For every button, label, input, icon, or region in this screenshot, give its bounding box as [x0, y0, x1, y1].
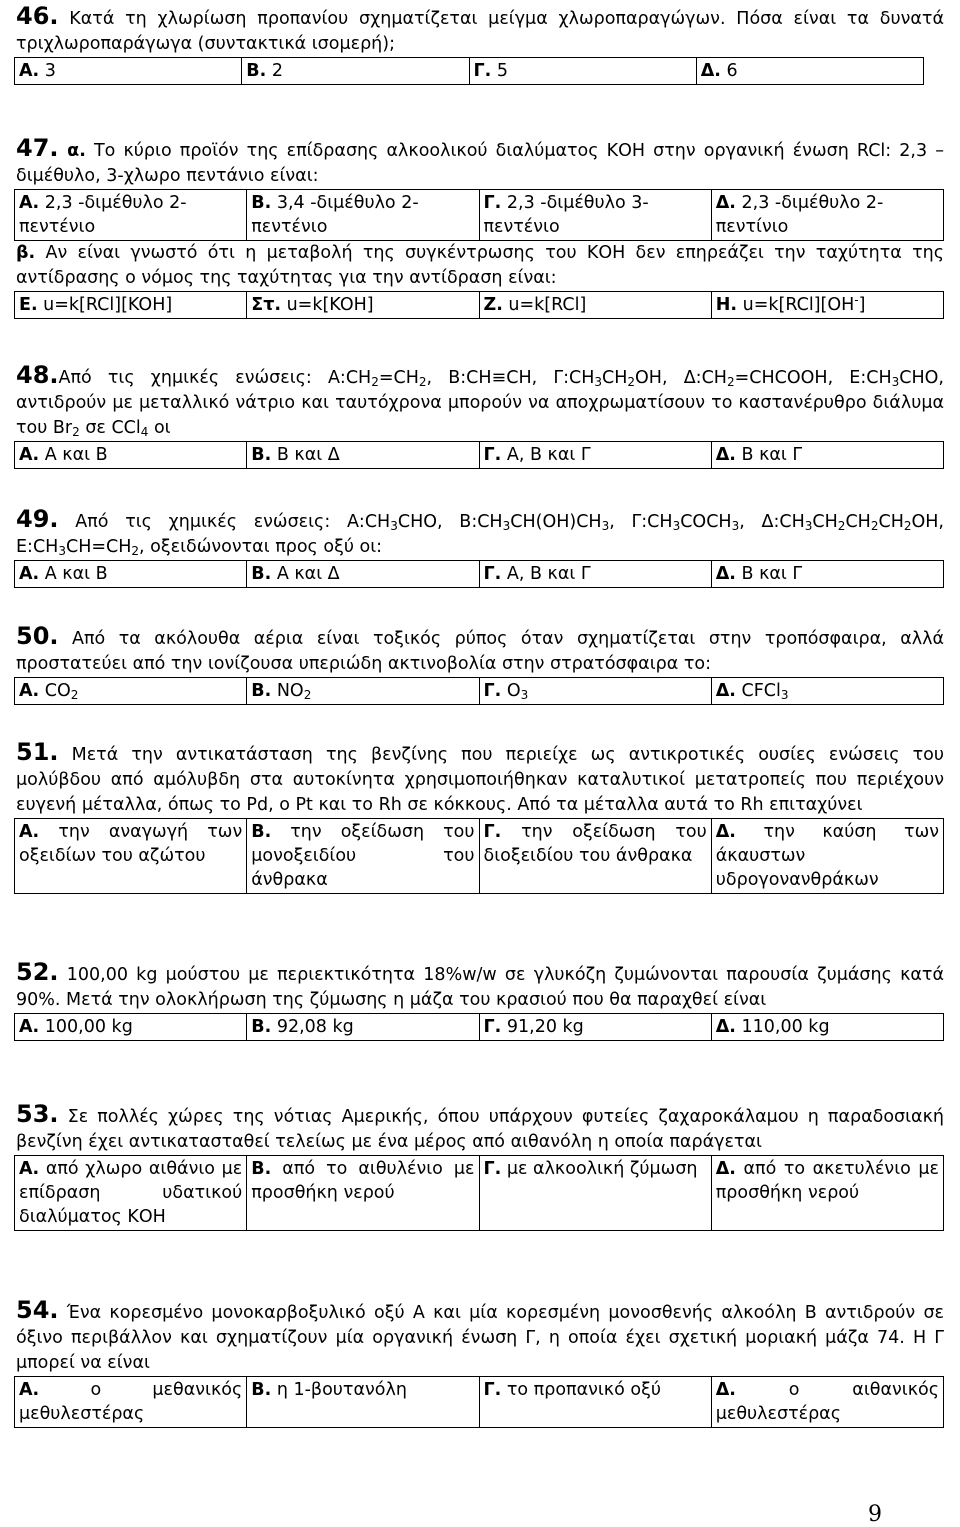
- question-50: [14, 624, 944, 705]
- question-number: 51.: [16, 738, 59, 766]
- question-46-text: [14, 4, 944, 57]
- option-key: Στ.: [251, 295, 282, 315]
- superscript: -: [854, 293, 859, 307]
- question-number: 48.: [16, 361, 59, 389]
- option-key: Γ.: [473, 61, 492, 81]
- options-table-a: [14, 189, 944, 241]
- option-z: [479, 292, 711, 319]
- option-d: [696, 58, 923, 85]
- option-a: [15, 58, 242, 85]
- option-c: [479, 819, 711, 894]
- option-key: Δ.: [715, 564, 736, 584]
- option-a: [15, 442, 247, 469]
- option-key: Β.: [251, 193, 272, 213]
- question-text: Από τα ακόλουθα αέρια είναι τοξικός ρύπος όταν σχηματίζεται στην τροπόσφαιρα, αλλά προστατεύει από την ιονίζουσα υπεριώδη ακτινοβολία στην στρατόσφαιρα το:: [16, 629, 944, 674]
- option-key: Β.: [251, 822, 272, 842]
- options-table: [14, 1013, 944, 1041]
- option-key: Α.: [19, 193, 40, 213]
- option-text: O: [501, 681, 521, 701]
- question-54: [14, 1298, 944, 1428]
- option-text: Α και Δ: [271, 564, 340, 584]
- question-text: Κατά τη χλωρίωση προπανίου σχηματίζεται μείγμα χλωροπαραγώγων. Πόσα είναι τα δυνατά τριχλωροπαράγωγα (συντακτικά ισομερή);: [16, 9, 944, 54]
- option-key: Β.: [246, 61, 267, 81]
- part-b-text: Αν είναι γνωστό ότι η μεταβολή της συγκέντρωσης του ΚΟΗ δεν επηρεάζει την ταχύτητα της αντίδρασης ο νόμος της ταχύτητας για την αντίδραση είναι:: [16, 243, 944, 288]
- option-b: [247, 561, 479, 588]
- option-c: [479, 190, 711, 241]
- option-c: [479, 1014, 711, 1041]
- option-text: 110,00 kg: [735, 1017, 830, 1037]
- option-h: [711, 292, 943, 319]
- option-key: Β.: [251, 564, 272, 584]
- option-b: [247, 1014, 479, 1041]
- question-54-text: [14, 1298, 944, 1376]
- option-key: Γ.: [483, 1159, 502, 1179]
- option-text: 2,3 -διμέθυλο 2-πεντένιο: [19, 193, 187, 237]
- option-key: Δ.: [715, 445, 736, 465]
- option-text: u=k[RCl]: [502, 295, 587, 315]
- question-text: Μετά την αντικατάσταση της βενζίνης που περιείχε ως αντικροτικές ουσίες ενώσεις του μολύβδου από αμόλυβδη στα αυτοκίνητα χρησιμοποιήθηκαν καταλυτικοί μετατροπείς που περιέχουν ευγενή μέταλλα, όπως το Pd, ο Pt και το Rh σε κόκκους. Από τα μέταλλα αυτά το Rh επιταχύνει: [16, 745, 944, 815]
- option-key: Ζ.: [483, 295, 503, 315]
- option-key: Β.: [251, 1017, 272, 1037]
- subscript: 2: [303, 688, 312, 702]
- option-text: CFCl: [735, 681, 781, 701]
- options-table: [14, 677, 944, 705]
- option-a: [15, 561, 247, 588]
- option-text: ο αιθανικός μεθυλεστέρας: [715, 1380, 939, 1424]
- option-text: u=k[RCl][KOH]: [37, 295, 173, 315]
- option-text: η 1-βουτανόλη: [271, 1380, 407, 1400]
- option-text: ο μεθανικός μεθυλεστέρας: [19, 1380, 243, 1424]
- option-d: [711, 1156, 943, 1231]
- part-a-label: α.: [58, 141, 86, 161]
- option-text: Β και Δ: [271, 445, 340, 465]
- question-number: 52.: [16, 958, 59, 986]
- option-key: Γ.: [483, 564, 502, 584]
- option-text: CO: [39, 681, 71, 701]
- option-a: [15, 819, 247, 894]
- option-c: [479, 1156, 711, 1231]
- option-text-end: ]: [858, 295, 866, 315]
- option-d: [711, 678, 943, 705]
- option-b: [247, 819, 479, 894]
- question-50-text: [14, 624, 944, 677]
- options-table: [14, 1155, 944, 1231]
- option-text: 100,00 kg: [39, 1017, 133, 1037]
- option-key: Β.: [251, 445, 272, 465]
- option-text: NO: [271, 681, 304, 701]
- question-text: 100,00 kg μούστου με περιεκτικότητα 18%w/w σε γλυκόζη ζυμώνονται παρουσία ζυμάσης κατά 90%. Μετά την ολοκλήρωση της ζύμωσης η μάζα του κρασιού που θα παραχθεί είναι: [16, 965, 944, 1010]
- option-b: [247, 1377, 479, 1428]
- option-key: Γ.: [483, 681, 502, 701]
- question-text: Σε πολλές χώρες της νότιας Αμερικής, όπου υπάρχουν φυτείες ζαχαροκάλαμου η παραδοσιακή βενζίνη έχει αντικατασταθεί τελείως με ένα μέρος από αιθανόλη η οποία παράγεται: [16, 1107, 944, 1152]
- option-d: [711, 1014, 943, 1041]
- question-text: Ένα κορεσμένο μονοκαρβοξυλικό οξύ Α και μία κορεσμένη μονοσθενής αλκοόλη Β αντιδρούν σε όξινο περιβάλλον και σχηματίζουν μία οργανική ένωση Γ, η οποία έχει σχετική μοριακή μάζα 74. Η Γ μπορεί να είναι: [16, 1303, 944, 1373]
- options-table: [14, 57, 924, 85]
- question-number: 54.: [16, 1296, 59, 1324]
- subscript: 3: [780, 688, 789, 702]
- option-text: Β και Γ: [735, 564, 803, 584]
- option-key: Α.: [19, 1159, 40, 1179]
- option-key: Α.: [19, 1380, 40, 1400]
- subscript: 3: [520, 688, 529, 702]
- option-text: 2,3 -διμέθυλο 3-πεντένιο: [483, 193, 649, 237]
- option-key: Α.: [19, 61, 40, 81]
- option-text: 5: [491, 61, 509, 81]
- option-key: Δ.: [715, 193, 736, 213]
- options-table: [14, 1376, 944, 1428]
- question-51: [14, 740, 944, 894]
- option-text: από χλωρο αιθάνιο με επίδραση υδατικού διαλύματος ΚΟΗ: [19, 1159, 243, 1227]
- option-text: Α και Β: [39, 445, 108, 465]
- option-text: την οξείδωση του μονοξειδίου του άνθρακα: [251, 822, 475, 890]
- option-key: Β.: [251, 1380, 272, 1400]
- question-47-text: [14, 136, 944, 189]
- question-number: 46.: [16, 2, 59, 30]
- option-key: Δ.: [715, 1380, 736, 1400]
- option-key: Α.: [19, 681, 40, 701]
- option-text: 3: [39, 61, 56, 81]
- option-c: [479, 561, 711, 588]
- option-key: Ε.: [19, 295, 38, 315]
- option-text: την αναγωγή των οξειδίων του αζώτου: [19, 822, 243, 866]
- options-table: [14, 441, 944, 469]
- option-c: [479, 678, 711, 705]
- option-key: Γ.: [483, 1017, 502, 1037]
- option-text: Α και Β: [39, 564, 108, 584]
- option-c: [479, 442, 711, 469]
- option-key: Δ.: [715, 1017, 736, 1037]
- question-51-text: [14, 740, 944, 818]
- option-key: Β.: [251, 681, 272, 701]
- option-a: [15, 190, 247, 241]
- question-47: [14, 136, 944, 319]
- option-key: Δ.: [715, 822, 736, 842]
- option-text: u=k[KOH]: [281, 295, 374, 315]
- option-text: την οξείδωση του διοξειδίου του άνθρακα: [483, 822, 707, 866]
- part-a-text: Το κύριο προϊόν της επίδρασης αλκοολικού διαλύματος ΚΟΗ στην οργανική ένωση RCl: 2,3 –διμέθυλο, 3-χλωρο πεντάνιο είναι:: [16, 141, 944, 186]
- option-text: 2,3 -διμέθυλο 2-πεντίνιο: [715, 193, 884, 237]
- option-d: [711, 561, 943, 588]
- question-53-text: [14, 1102, 944, 1155]
- option-text: 2: [266, 61, 283, 81]
- question-number: 53.: [16, 1100, 59, 1128]
- option-text: 91,20 kg: [501, 1017, 584, 1037]
- option-d: [711, 819, 943, 894]
- question-52: [14, 960, 944, 1041]
- question-48: [14, 363, 944, 469]
- part-b-label: β.: [16, 243, 36, 263]
- option-key: Γ.: [483, 445, 502, 465]
- option-b: [242, 58, 469, 85]
- option-key: Γ.: [483, 193, 502, 213]
- question-number: 49.: [16, 505, 59, 533]
- option-text: Α, Β και Γ: [501, 564, 591, 584]
- options-table: [14, 818, 944, 894]
- option-text: το προπανικό οξύ: [501, 1380, 661, 1400]
- option-text: u=k[RCl][OH: [737, 295, 855, 315]
- subscript: 2: [70, 688, 79, 702]
- question-49-text: 49. Από τις χημικές ενώσεις: $A:CH_3CHO$, $B:CH_3CH(OH)CH_3$, $\Gamma:CH_3COCH_3$, $\Delta:CH_3CH_2CH_2CH_2OH$, $E:CH_3CH=CH_2$, οξειδώνονται προς οξύ οι:: [16, 505, 944, 558]
- question-number: 47.: [16, 134, 59, 162]
- option-b: [247, 190, 479, 241]
- option-a: [15, 1156, 247, 1231]
- option-text: Α, Β και Γ: [501, 445, 591, 465]
- option-b: [247, 678, 479, 705]
- option-key: Δ.: [700, 61, 721, 81]
- option-key: Δ.: [715, 681, 736, 701]
- option-d: [711, 190, 943, 241]
- options-table: [14, 560, 944, 588]
- option-text: από το ακετυλένιο με προσθήκη νερού: [715, 1159, 939, 1203]
- option-text: από το αιθυλένιο με προσθήκη νερού: [251, 1159, 475, 1203]
- page-number: 9: [868, 1502, 882, 1527]
- option-b: [247, 442, 479, 469]
- question-number: 50.: [16, 622, 59, 650]
- option-key: Α.: [19, 564, 40, 584]
- question-46: [14, 4, 944, 85]
- option-key: Α.: [19, 1017, 40, 1037]
- option-key: Γ.: [483, 1380, 502, 1400]
- option-text: 6: [720, 61, 738, 81]
- question-53: [14, 1102, 944, 1231]
- option-a: [15, 1014, 247, 1041]
- question-52-text: [14, 960, 944, 1013]
- option-a: [15, 678, 247, 705]
- option-key: Α.: [19, 822, 40, 842]
- part-b-text-block: [14, 241, 944, 291]
- option-d: [711, 1377, 943, 1428]
- option-c: [469, 58, 696, 85]
- option-key: Α.: [19, 445, 40, 465]
- option-e: [15, 292, 247, 319]
- option-text: Β και Γ: [735, 445, 803, 465]
- option-key: Η.: [715, 295, 738, 315]
- option-a: [15, 1377, 247, 1428]
- option-key: Γ.: [483, 822, 502, 842]
- question-49: [14, 507, 944, 588]
- option-c: [479, 1377, 711, 1428]
- option-text: 92,08 kg: [271, 1017, 354, 1037]
- options-table-b: [14, 291, 944, 319]
- option-st: [247, 292, 479, 319]
- option-text: 3,4 -διμέθυλο 2-πεντένιο: [251, 193, 419, 237]
- option-b: [247, 1156, 479, 1231]
- option-text: την καύση των άκαυστων υδρογονανθράκων: [715, 822, 939, 890]
- option-text: με αλκοολική ζύμωση: [501, 1159, 698, 1179]
- option-key: Δ.: [715, 1159, 736, 1179]
- question-48-text: 48.Από τις χημικές ενώσεις: $A:CH_2=CH_2$, Β:CH≡CH, $\Gamma:CH_3CH_2OH$, $\Delta:CH_2=CHCOOH$, $E:CH_3CHO$, αντιδρούν με μεταλλικό νάτριο και ταυτόχρονα μπορούν να αποχρωματίσουν το καστανέρυθρο διάλυμα του $Br_2$ σε CCl$_4$ οι: [16, 361, 944, 439]
- option-key: Β.: [251, 1159, 272, 1179]
- option-d: [711, 442, 943, 469]
